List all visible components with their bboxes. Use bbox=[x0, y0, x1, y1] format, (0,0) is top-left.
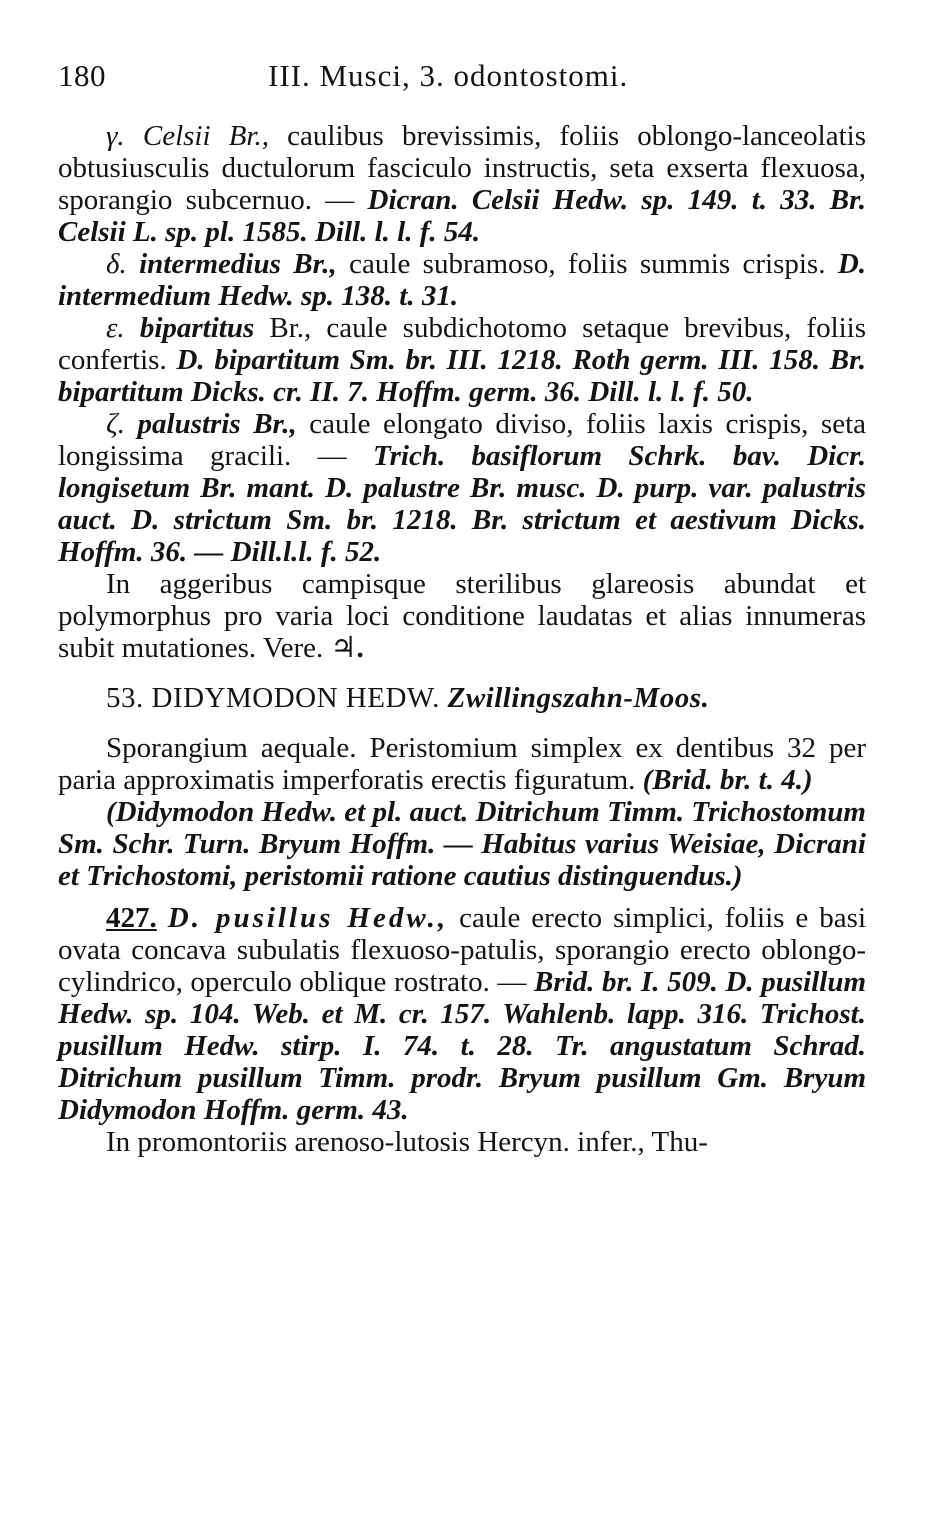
variety-references: D. bipartitum Sm. br. III. 1218. Roth germ. III. 158. Br. bipartitum Dicks. cr. II. 7. Hoffm. germ. 36. Dill. l. l. f. 50. bbox=[58, 344, 867, 408]
variety-description: caule elongato diviso, foliis laxis crispis, seta longissima gracili. — bbox=[58, 408, 867, 472]
species-references: Brid. br. I. 509. D. pusillum Hedw. sp. 104. Web. et M. cr. 157. Wahlenb. lapp. 316. Trichost. pusillum Hedw. stirp. I. 74. t. 28. Tr. angustatum Schrad. Ditrichum pusillum Timm. prodr. Bryum pusillum Gm. Bryum Didymodon Hoffm. germ. 43. bbox=[58, 966, 867, 1126]
variety-marker: ζ. bbox=[106, 408, 125, 440]
variety-marker: γ. bbox=[106, 120, 125, 152]
species-entry bbox=[58, 902, 866, 1126]
variety-description: Br., caule subdichotomo setaque brevibus, foliis confertis. bbox=[58, 312, 867, 376]
habitat-paragraph-2 bbox=[58, 1126, 866, 1158]
genus-german-name: Zwillingszahn-Moos. bbox=[447, 682, 710, 714]
variety-marker: δ. bbox=[106, 248, 127, 280]
genus-name: DIDYMODON HEDW. bbox=[151, 682, 440, 714]
variety-marker: ε. bbox=[106, 312, 125, 344]
variety-epsilon bbox=[58, 312, 866, 408]
variety-gamma bbox=[58, 120, 866, 248]
species-name: D. pusillus Hedw., bbox=[167, 902, 449, 934]
variety-name: Celsii Br., bbox=[142, 120, 269, 152]
genus-number: 53. bbox=[106, 682, 144, 714]
variety-references: Trich. basiflorum Schrk. bav. Dicr. longisetum Br. mant. D. palustre Br. musc. D. purp. var. palustris auct. D. strictum Sm. br. 1218. Br. strictum et aestivum Dicks. Hoffm. 36. — Dill.l.l. f. 52. bbox=[58, 440, 867, 568]
species-number: 427. bbox=[106, 902, 157, 934]
page-header bbox=[58, 58, 858, 102]
genus-note bbox=[58, 796, 866, 892]
variety-name: intermedius Br., bbox=[139, 248, 337, 280]
variety-name: bipartitus bbox=[139, 312, 255, 344]
genus-note-text: (Didymodon Hedw. et pl. auct. Ditrichum Timm. Trichostomum Sm. Schr. Turn. Bryum Hoffm. — Habitus varius Weisiae, Dicrani et Trichostomi, peristomii ratione cautius distinguendus.) bbox=[58, 796, 866, 892]
genus-description bbox=[58, 732, 866, 796]
habitat-text-2: In promontoriis arenoso-lutosis Hercyn. infer., Thu- bbox=[106, 1126, 708, 1158]
jupiter-symbol: ♃. bbox=[330, 632, 364, 664]
variety-name: palustris Br., bbox=[137, 408, 297, 440]
variety-description: caulibus brevissimis, foliis oblongo-lanceolatis obtusiusculis ductulorum fasciculo instructis, seta exserta flexuosa, sporangio subcernuo. — bbox=[58, 120, 866, 216]
genus-description-text: Sporangium aequale. Peristomium simplex ex dentibus 32 per paria approximatis imperforatis erectis figuratum. bbox=[58, 732, 866, 796]
habitat-text: In aggeribus campisque sterilibus glareosis abundat et polymorphus pro varia loci conditione laudatas et alias innumeras subit mutationes. Vere. bbox=[58, 568, 866, 664]
running-title: III. Musci, 3. odontostomi. bbox=[268, 58, 629, 93]
variety-references: Dicran. Celsii Hedw. sp. 149. t. 33. Br. Celsii L. sp. pl. 1585. Dill. l. l. f. 54. bbox=[58, 184, 867, 248]
genus-heading bbox=[106, 682, 866, 714]
species-description: caule erecto simplici, foliis e basi ovata concava subulatis flexuoso-patulis, sporangio erecto oblongo-cylindrico, operculo oblique rostrato. — bbox=[58, 902, 867, 998]
variety-references: D. intermedium Hedw. sp. 138. t. 31. bbox=[58, 248, 867, 312]
page-body bbox=[58, 120, 866, 1158]
genus-reference: (Brid. br. t. 4.) bbox=[642, 764, 813, 796]
variety-delta bbox=[58, 248, 866, 312]
variety-description: caule subramoso, foliis summis crispis. bbox=[349, 248, 826, 280]
page-number: 180 bbox=[58, 58, 106, 93]
variety-zeta bbox=[58, 408, 866, 568]
habitat-paragraph bbox=[58, 568, 866, 664]
